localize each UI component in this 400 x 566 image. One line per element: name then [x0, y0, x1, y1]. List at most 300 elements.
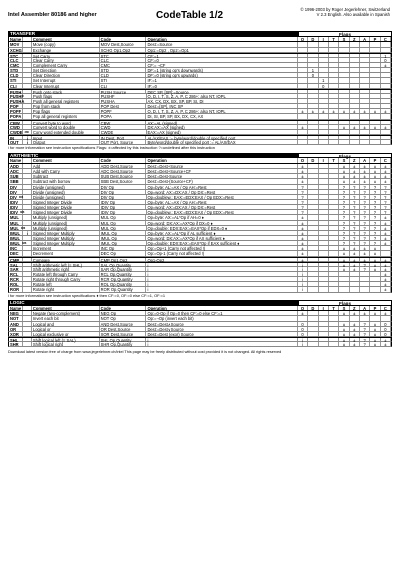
instruction-name [9, 42, 23, 46]
flag-cell [350, 84, 360, 88]
flag-cell [308, 251, 318, 255]
flag-cell [350, 287, 360, 291]
flag-cell [319, 99, 329, 103]
flag-cell: 0 [319, 84, 329, 88]
flag-cell: ± [350, 263, 360, 266]
mnemonic: CLD [10, 73, 19, 79]
flag-cell [381, 73, 391, 77]
flag-cell: 0 [298, 332, 308, 336]
mnemonic: ROL [10, 282, 19, 288]
flag-cell [298, 99, 308, 103]
flag-cell: ± [370, 322, 380, 326]
instruction-code: MOV Dest,Source [100, 42, 147, 46]
flag-cell: ± [350, 342, 360, 346]
instruction-comment: Shift logical left (≡ SAL) [32, 338, 100, 341]
flag-cell [381, 316, 391, 320]
flag-cell [339, 42, 349, 46]
flag-cell: ± [298, 311, 308, 315]
flag-cell: ? [370, 226, 380, 230]
info-mark: i [23, 136, 32, 139]
header-left: Intel Assembler 80186 and higher [8, 12, 97, 18]
flag-cell [329, 322, 339, 326]
flag-cell: ? [381, 200, 391, 204]
flag-cell [381, 99, 391, 103]
flag-cell [339, 316, 349, 320]
flag-cell [319, 210, 329, 214]
instruction-operation: Dest:=Dest-Source [146, 174, 297, 178]
instruction-comment: Push flags [32, 94, 100, 98]
flag-cell: 0 [381, 58, 391, 62]
flag-cell [319, 277, 329, 281]
info-mark [23, 48, 32, 52]
flag-cell [381, 78, 391, 82]
instruction-code: SAR Op,Quantity [100, 267, 147, 271]
info-mark [23, 68, 32, 72]
instruction-code: AND Dest,Source [100, 322, 147, 326]
flag-cell [370, 130, 380, 134]
flag-cell: ? [298, 195, 308, 199]
flag-cell: ± [339, 342, 349, 346]
flag-cell [329, 73, 339, 77]
flag-cell [308, 236, 318, 240]
mnemonic: RCL [10, 271, 19, 277]
flag-cell [329, 185, 339, 189]
info-mark [23, 104, 32, 108]
instruction-operation: O, D, I, T, S, Z, A, P, C 286+: also NT, IOPL [146, 109, 297, 113]
instruction-code: CLC [100, 58, 147, 62]
flag-cell [329, 136, 339, 139]
flag-cell: ± [381, 179, 391, 183]
mnemonic: STI [10, 78, 17, 84]
flag-cell: ± [339, 327, 349, 331]
flag-cell: ± [381, 174, 391, 178]
flag-header-I: I [319, 37, 329, 42]
flag-header-Z: Z [350, 37, 360, 42]
flag-cell [308, 164, 318, 168]
instruction-code: SBB Dest,Source [100, 179, 147, 183]
flag-cell [339, 140, 349, 144]
flag-cell [319, 267, 329, 271]
flag-cell [370, 48, 380, 52]
mnemonic: CMP [10, 257, 20, 263]
flag-cell: ± [370, 179, 380, 183]
info-mark [23, 164, 32, 168]
instruction-name [9, 94, 23, 98]
flag-cell [319, 231, 329, 235]
flag-cell [319, 287, 329, 291]
info-mark [23, 246, 32, 250]
flag-cell: ± [339, 267, 349, 271]
flag-header-P: P [370, 37, 380, 42]
flag-cell [329, 338, 339, 341]
instruction-comment: Multiply (unsigned) [32, 215, 100, 219]
flag-cell [308, 54, 318, 57]
info-mark [23, 90, 32, 93]
flag-cell: ? [360, 338, 370, 341]
info-mark [23, 258, 32, 261]
flag-cell [298, 114, 308, 118]
flag-cell: ± [350, 332, 360, 336]
flag-cell: ± [350, 327, 360, 331]
flag-cell: ± [350, 338, 360, 341]
mnemonic: POPA [10, 114, 22, 120]
flag-cell [350, 130, 360, 134]
instruction-name [9, 236, 23, 240]
instruction-comment: Set Interrupt [32, 78, 100, 82]
instruction-code: NOT Op [100, 316, 147, 320]
flag-cell [319, 104, 329, 108]
mnemonic: SHL [10, 337, 19, 343]
instruction-name [9, 58, 23, 62]
flag-cell: ? [339, 241, 349, 245]
instruction-code: IDIV Op [100, 210, 147, 214]
instruction-name [9, 327, 23, 331]
flag-cell [308, 90, 318, 93]
instruction-operation: Dest:=Dest (exor) Source [146, 332, 297, 336]
instruction-comment: Signed Integer Divide [32, 200, 100, 204]
instruction-comment: Decrement [32, 251, 100, 255]
instruction-code: ROL Op,Quantity [100, 282, 147, 286]
flag-cell [319, 322, 329, 326]
flag-cell [319, 90, 329, 93]
flag-cell: ? [381, 195, 391, 199]
flag-cell [308, 231, 318, 235]
flag-cell [319, 236, 329, 240]
mnemonic: SHR [10, 342, 19, 348]
info-mark [23, 84, 32, 88]
flag-cell: ? [370, 190, 380, 194]
flag-cell [298, 58, 308, 62]
page-title: CodeTable 1/2 [156, 10, 224, 21]
flag-cell: ± [381, 226, 391, 230]
flag-cell: ? [381, 185, 391, 189]
flag-cell: ? [360, 195, 370, 199]
instruction-operation: Dest:=Dest∨Source [146, 327, 297, 331]
flag-cell [298, 140, 308, 144]
flag-cell [298, 48, 308, 52]
instruction-operation: Op=double: EDX:EAX:=EAX*Op if EDX=0 ♦ [147, 226, 298, 230]
instruction-code: SAL Op,Quantity [100, 263, 147, 266]
info-mark [23, 179, 32, 183]
flag-cell [319, 42, 329, 46]
instruction-operation: DEC SP, [SP]:=Source [146, 90, 297, 93]
flag-cell [350, 94, 360, 98]
flag-cell: ± [298, 164, 308, 168]
instruction-code: POP Dest [100, 104, 147, 108]
flag-cell [370, 272, 380, 276]
instruction-comment: Rotate left through Carry [32, 272, 100, 276]
flag-cell [339, 48, 349, 52]
instruction-comment: Signed Integer Multiply [32, 231, 100, 235]
flag-cell [360, 94, 370, 98]
flag-cell: ± [381, 267, 391, 271]
flag-cell [350, 78, 360, 82]
flag-cell: 0 [381, 322, 391, 326]
flag-cell [339, 78, 349, 82]
flag-cell [329, 226, 339, 230]
flag-cell [360, 136, 370, 139]
info-mark [23, 338, 32, 341]
instruction-code: MUL Op [100, 226, 147, 230]
flag-cell [360, 316, 370, 320]
instruction-operation: Op:=Op-1 (Carry not affected !) [146, 251, 297, 255]
instruction-comment: Input [32, 136, 100, 139]
flag-header-T: T [329, 37, 339, 42]
info-mark [23, 114, 32, 118]
mnemonic: PUSHA [10, 98, 25, 104]
flag-cell [360, 48, 370, 52]
cpu-tag: 386 [20, 226, 26, 230]
flag-cell [370, 277, 380, 281]
flag-cell [370, 104, 380, 108]
flag-cell [308, 316, 318, 320]
flag-cell [329, 78, 339, 82]
info-mark [23, 109, 32, 113]
mnemonic: IMUL [10, 230, 21, 236]
flag-cell: ± [298, 246, 308, 250]
instruction-comment: Rotate right through Carry [32, 277, 100, 281]
flag-cell [308, 174, 318, 178]
flag-cell: ? [350, 210, 360, 214]
flag-cell [329, 174, 339, 178]
section-2 [8, 300, 392, 347]
flag-cell [298, 136, 308, 139]
mnemonic: OUT [10, 140, 19, 146]
flag-cell [339, 136, 349, 139]
flag-cell [308, 104, 318, 108]
instruction-comment: Divide (unsigned) [32, 190, 100, 194]
info-mark [23, 263, 32, 266]
header-right [301, 7, 390, 18]
flag-cell [329, 169, 339, 173]
instruction-operation: CF:= ¬CF [146, 63, 297, 67]
instruction-code: XCHG Op1,Op2 [100, 48, 147, 52]
instruction-code: IDIV Op [100, 205, 147, 209]
mnemonic: CLC [10, 57, 19, 63]
flag-cell [350, 272, 360, 276]
instruction-comment: Signed Integer Divide [32, 210, 100, 214]
flag-cell [339, 114, 349, 118]
flag-cell: ± [370, 327, 380, 331]
mnemonic: CLI [10, 83, 17, 89]
flag-cell: 0 [308, 73, 318, 77]
instruction-code: CBW [100, 121, 147, 124]
mnemonic: CBW [10, 120, 20, 126]
instruction-operation: DF:=1 (string op's downwards) [146, 68, 297, 72]
info-mark [23, 73, 32, 77]
flag-cell: ? [339, 236, 349, 240]
flag-cell [319, 241, 329, 245]
flag-cell [350, 114, 360, 118]
flag-cell [350, 121, 360, 124]
instruction-operation: i [146, 277, 297, 281]
flag-cell [370, 90, 380, 93]
instruction-comment: Conv word extended double [32, 130, 100, 134]
flag-cell: ± [350, 164, 360, 168]
flag-cell: i [298, 267, 308, 271]
instruction-operation: Op=byte: AL:=AX / Op AH:=Rest [146, 200, 297, 204]
instruction-comment: Convert byte to word [32, 121, 100, 124]
flag-cell: ± [360, 258, 370, 261]
flag-cell [319, 221, 329, 225]
instruction-comment: Multiply (unsigned) [32, 226, 100, 230]
flag-cell: ± [339, 332, 349, 336]
flag-cell [339, 73, 349, 77]
flag-cell [319, 226, 329, 230]
flag-cell [329, 54, 339, 57]
instruction-code: ROR Op,Quantity [100, 287, 147, 291]
flag-cell [350, 136, 360, 139]
flag-cell [329, 130, 339, 134]
flag-cell [339, 94, 349, 98]
flag-cell [339, 58, 349, 62]
instruction-name [9, 241, 27, 247]
mnemonic: XOR [10, 331, 19, 337]
col-name: Name [10, 158, 22, 164]
flag-cell [350, 54, 360, 57]
instruction-operation: Op:=¬Op (invert each bit) [146, 316, 297, 320]
flag-cell [329, 332, 339, 336]
flag-cell [350, 140, 360, 144]
flag-cell: ± [381, 277, 391, 281]
flag-cell: ± [370, 332, 380, 336]
flag-cell [308, 277, 318, 281]
flag-cell [308, 195, 318, 199]
flag-cell: ± [339, 164, 349, 168]
instruction-comment: Clear Direction [32, 73, 100, 77]
mnemonic: SAR [10, 266, 19, 272]
instruction-comment: Pop all general registers [32, 114, 100, 118]
flag-cell [370, 54, 380, 57]
flag-cell [370, 114, 380, 118]
flag-cell: ± [360, 179, 370, 183]
flag-cell [360, 42, 370, 46]
flag-cell [329, 104, 339, 108]
flag-cell [381, 104, 391, 108]
flag-cell [308, 311, 318, 315]
instruction-comment: Negate (two-complement) [32, 311, 100, 315]
flag-cell [339, 99, 349, 103]
flag-cell [339, 130, 349, 134]
info-mark [23, 332, 32, 336]
flag-cell [370, 99, 380, 103]
mnemonic: CWD [10, 124, 20, 130]
info-mark [23, 174, 32, 178]
flag-cell [329, 263, 339, 266]
flag-cell: ± [298, 258, 308, 261]
flag-cell [329, 63, 339, 67]
instruction-comment: Logical or [32, 327, 100, 331]
mnemonic: PUSH [10, 89, 22, 95]
instruction-code: OUT Port, Source [100, 140, 147, 144]
col-code: Code [100, 158, 147, 163]
instruction-operation: AX, CX, DX, BX, SP, BP, SI, DI [147, 99, 298, 103]
instruction-name [9, 48, 23, 52]
info-mark [23, 121, 32, 124]
flag-cell [339, 104, 349, 108]
instruction-code: ADC Dest,Source [100, 169, 147, 173]
info-mark [23, 215, 32, 219]
flags-label: Flags [298, 31, 392, 37]
flag-cell [381, 114, 391, 118]
flag-cell: ± [370, 246, 380, 250]
flag-cell: 0 [381, 327, 391, 331]
flag-cell [329, 241, 339, 245]
flag-cell: ? [381, 205, 391, 209]
flag-cell: ± [381, 241, 391, 245]
col-mark [23, 158, 32, 163]
flag-cell [329, 272, 339, 276]
flag-cell [308, 114, 318, 118]
flag-cell [350, 58, 360, 62]
instruction-code: CWD [100, 125, 147, 129]
flag-cell [381, 68, 391, 72]
instruction-comment: Divide (unsigned) [32, 185, 100, 189]
instruction-name [9, 338, 23, 341]
flag-header-P: P [370, 306, 380, 311]
flag-cell [298, 94, 308, 98]
flag-header-S: S [339, 158, 349, 163]
instruction-operation: Op=word: DX:AX:=AX*Op if DX=0 ♦ [146, 221, 297, 225]
instruction-operation: i [146, 342, 297, 346]
flag-cell: ± [381, 258, 391, 261]
flag-cell [329, 246, 339, 250]
flag-cell [329, 48, 339, 52]
version-line: V 2.3 English. Also available in Spanish [316, 12, 390, 18]
instruction-operation: Op=word: AX:=DX:AX / Op DX:=Rest [146, 205, 297, 209]
flag-header-S: S [339, 37, 349, 42]
flag-cell [370, 73, 380, 77]
info-mark [23, 200, 32, 204]
flag-cell [360, 68, 370, 72]
info-mark [23, 54, 32, 57]
mnemonic: MUL [10, 220, 19, 226]
flag-cell [319, 205, 329, 209]
mnemonic: MUL [10, 215, 19, 221]
flag-header-A: A [360, 306, 370, 311]
flag-cell [350, 63, 360, 67]
instruction-name [9, 322, 23, 326]
instruction-comment: Add [32, 164, 100, 168]
flag-cell [370, 84, 380, 88]
flag-cell [319, 215, 329, 219]
sections [8, 31, 392, 347]
flag-cell: ± [350, 125, 360, 129]
flag-cell [298, 63, 308, 67]
flag-cell: ± [350, 267, 360, 271]
info-mark [23, 277, 32, 281]
col-comment: Comment [32, 37, 100, 42]
instruction-name [9, 121, 23, 124]
flag-cell: ? [360, 236, 370, 240]
flag-cell [360, 54, 370, 57]
flag-cell [329, 140, 339, 144]
flag-cell [308, 287, 318, 291]
instruction-name [9, 287, 23, 291]
flag-cell: ± [350, 109, 360, 113]
flag-cell: ? [381, 210, 391, 214]
flag-cell [319, 272, 329, 276]
flag-cell [360, 130, 370, 134]
flag-cell [381, 84, 391, 88]
flag-cell [308, 210, 318, 214]
instruction-comment: Add with Carry [32, 169, 100, 173]
flag-cell: ? [360, 332, 370, 336]
info-mark [23, 185, 32, 189]
flag-header-Z: Z [350, 158, 360, 163]
flag-cell [350, 104, 360, 108]
flag-cell: ± [350, 169, 360, 173]
